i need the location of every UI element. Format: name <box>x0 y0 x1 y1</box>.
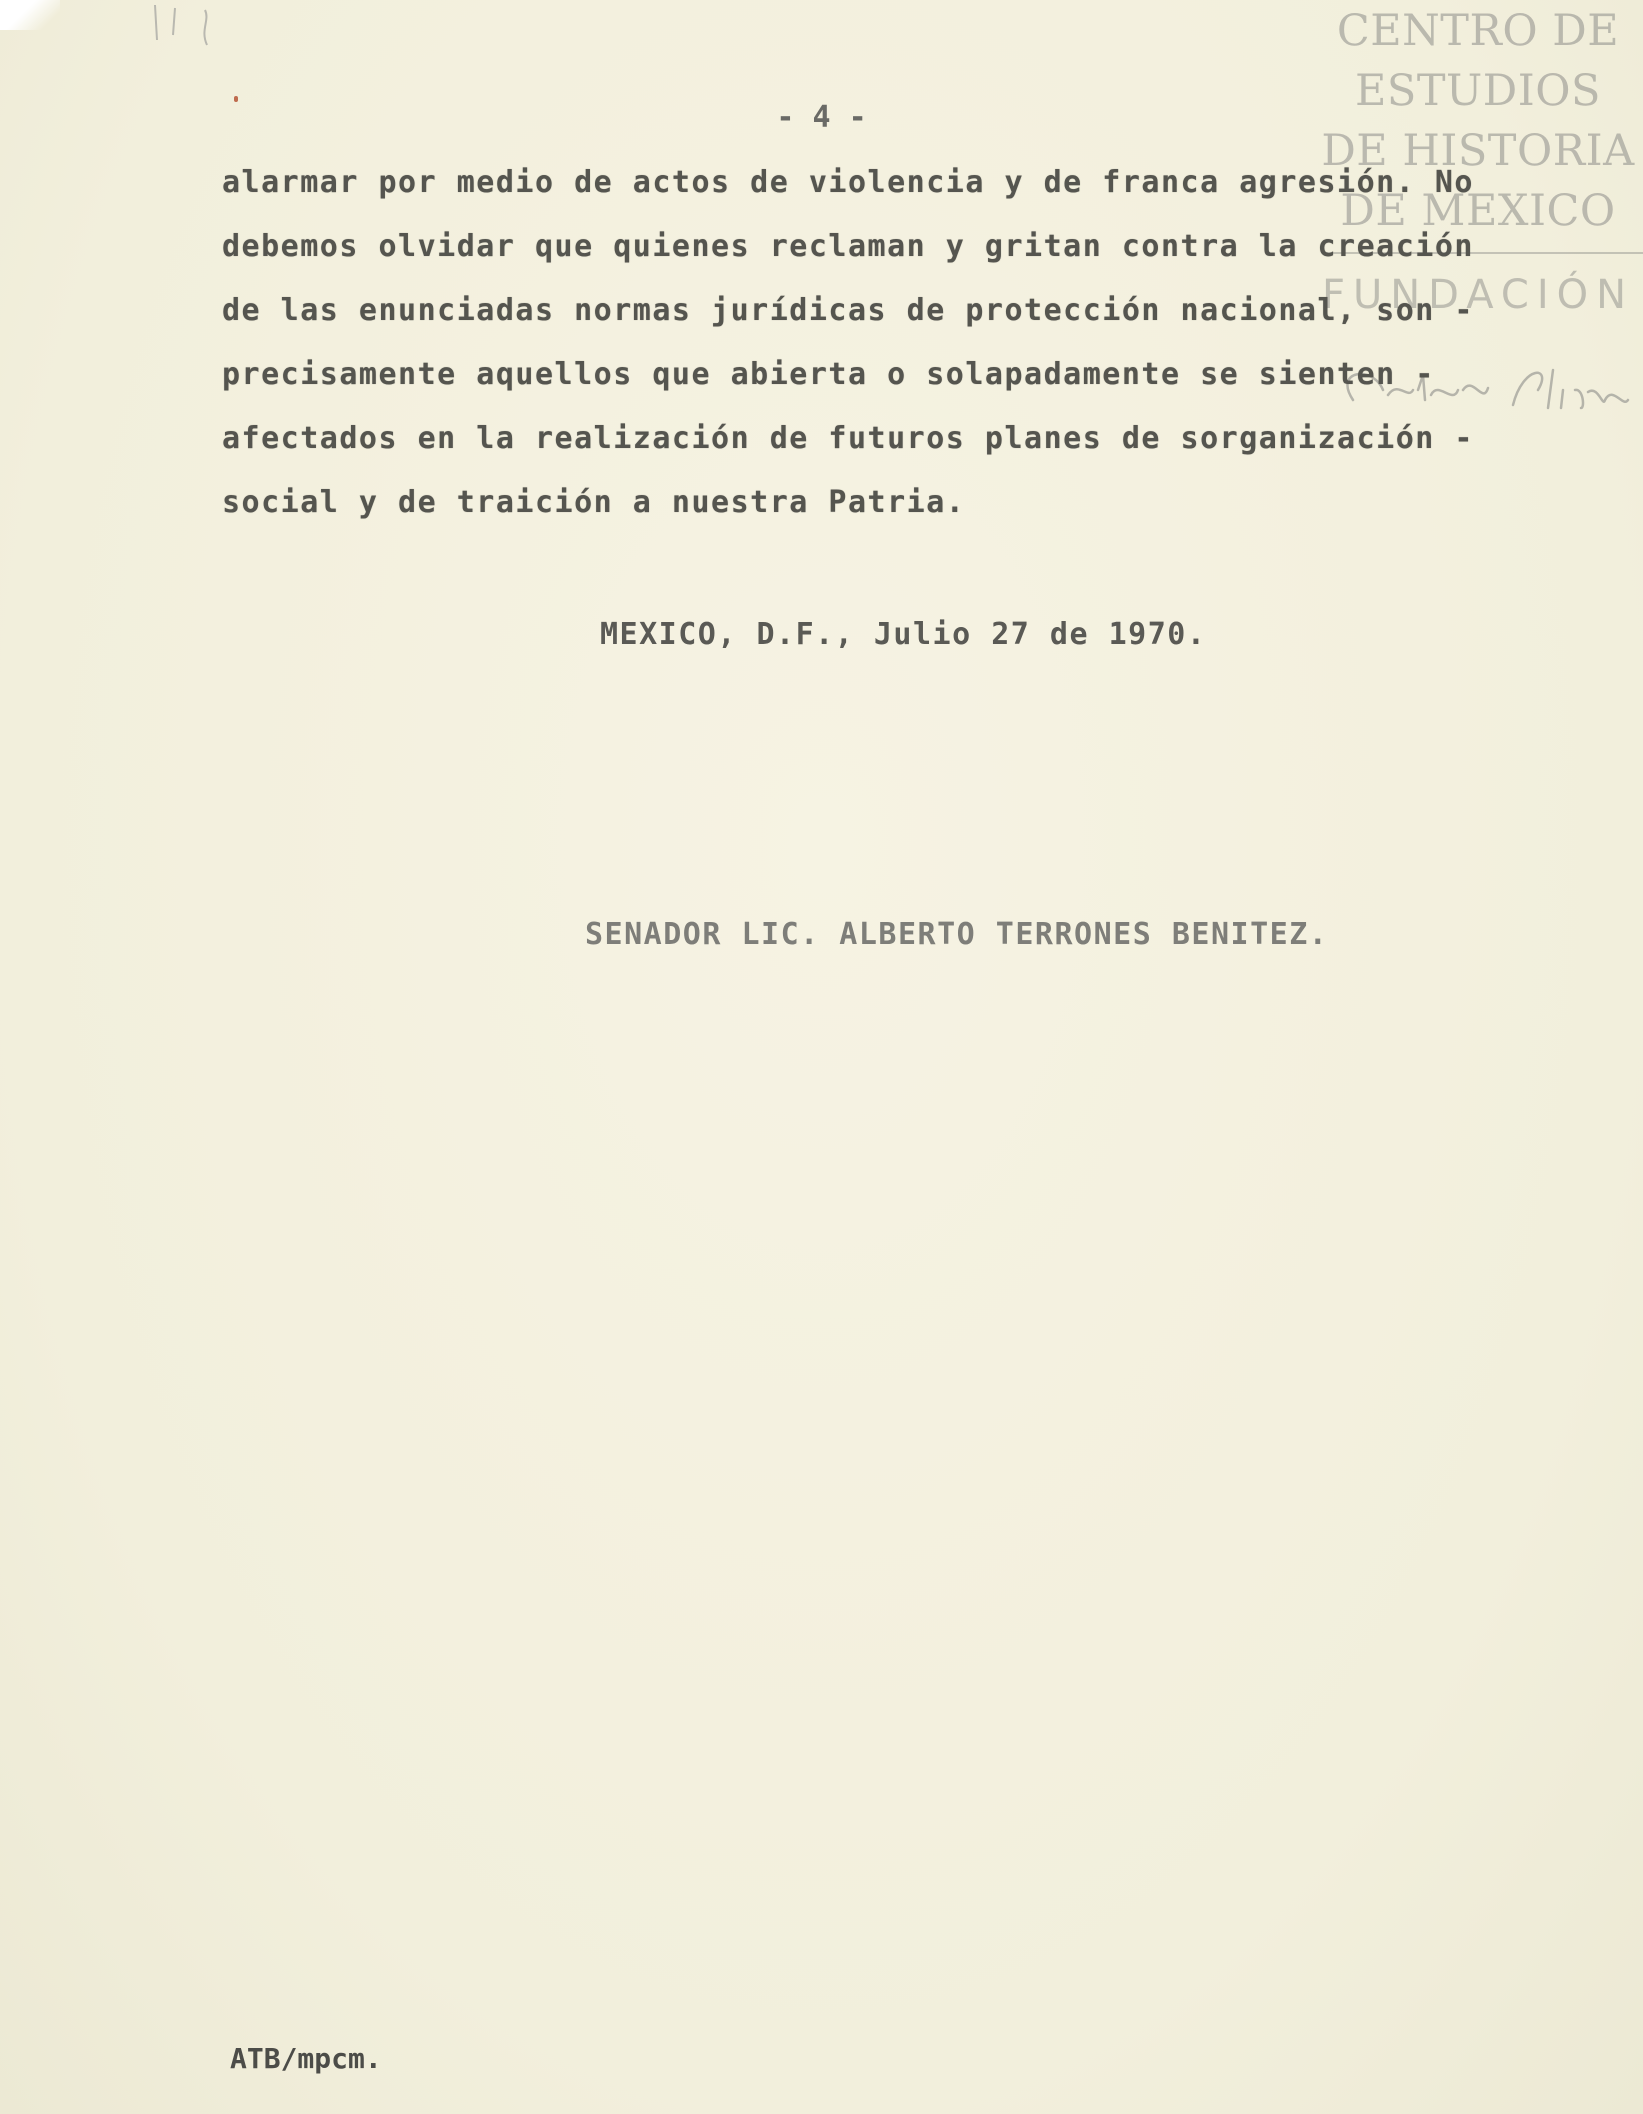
body-line: debemos olvidar que quienes reclaman y gritan contra la creación <box>222 229 1474 264</box>
watermark-line-3: DE HISTORIA <box>1321 126 1635 176</box>
scan-edge-mark <box>0 0 60 30</box>
watermark-foundation: FUNDACIÓN <box>1321 272 1635 318</box>
body-line: afectados en la realización de futuros planes de sorganización - <box>222 421 1474 456</box>
margin-scribble-icon <box>145 0 245 80</box>
watermark-line-1: CENTRO DE <box>1336 6 1620 56</box>
signature-block: SENADOR LIC. ALBERTO TERRONES BENITEZ. <box>585 917 1329 952</box>
body-line: social y de traición a nuestra Patria. <box>222 485 966 520</box>
typist-initials: ATB/mpcm. <box>230 2042 382 2075</box>
watermark-line-2: ESTUDIOS <box>1355 66 1601 116</box>
body-paragraph <box>222 165 1502 549</box>
page-number: - 4 - <box>776 100 867 135</box>
body-line: de las enunciadas normas jurídicas de protección nacional, son - <box>222 293 1474 328</box>
watermark-line-4: DE MEXICO <box>1340 186 1616 236</box>
body-line: precisamente aquellos que abierta o solapadamente se sienten - <box>222 357 1435 392</box>
body-line: alarmar por medio de actos de violencia y de franca agresión. No <box>222 165 1474 200</box>
dateline: MEXICO, D.F., Julio 27 de 1970. <box>600 617 1207 652</box>
